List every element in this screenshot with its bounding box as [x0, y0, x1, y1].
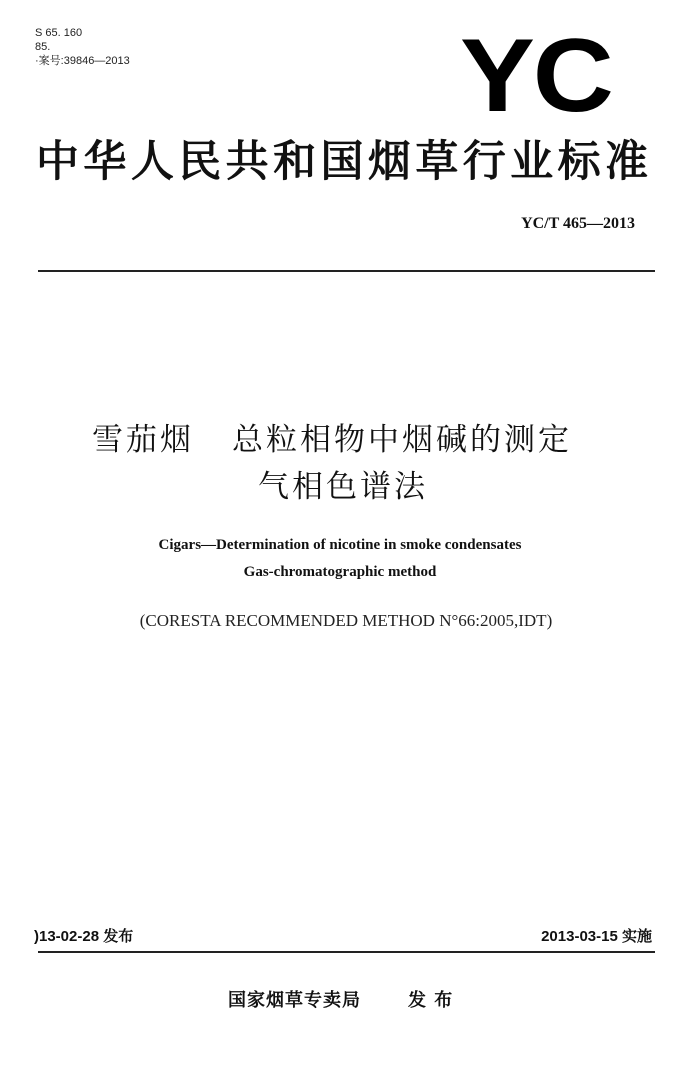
en-title-line1: Cigars—Determination of nicotine in smoke condensates [158, 537, 522, 553]
ccs-code: 85. [35, 41, 51, 53]
ics-code: S 65. 160 [35, 27, 83, 39]
header-divider [38, 270, 655, 272]
zh-title-line2: 气相色谱法 [258, 469, 428, 505]
issue-date: )13-02-28 发布 [34, 928, 134, 945]
zh-title-part1: 雪茄烟 [92, 422, 194, 458]
yc-logo: YC [460, 18, 612, 134]
publish-action: 发 布 [408, 990, 454, 1011]
zh-title-part2: 总粒相物中烟碱的测定 [232, 422, 572, 458]
filing-number: ·案号:39846—2013 [35, 55, 130, 67]
footer-divider [38, 951, 655, 953]
implementation-date: 2013-03-15 实施 [541, 928, 652, 945]
standard-number: YC/T 465—2013 [521, 215, 635, 232]
publisher-name: 国家烟草专卖局 [228, 990, 361, 1011]
en-title-line2: Gas-chromatographic method [243, 564, 437, 580]
standard-category-title: 中华人民共和国烟草行业标准 [36, 137, 648, 187]
adoption-note: (CORESTA RECOMMENDED METHOD N°66:2005,IDT) [139, 611, 553, 630]
